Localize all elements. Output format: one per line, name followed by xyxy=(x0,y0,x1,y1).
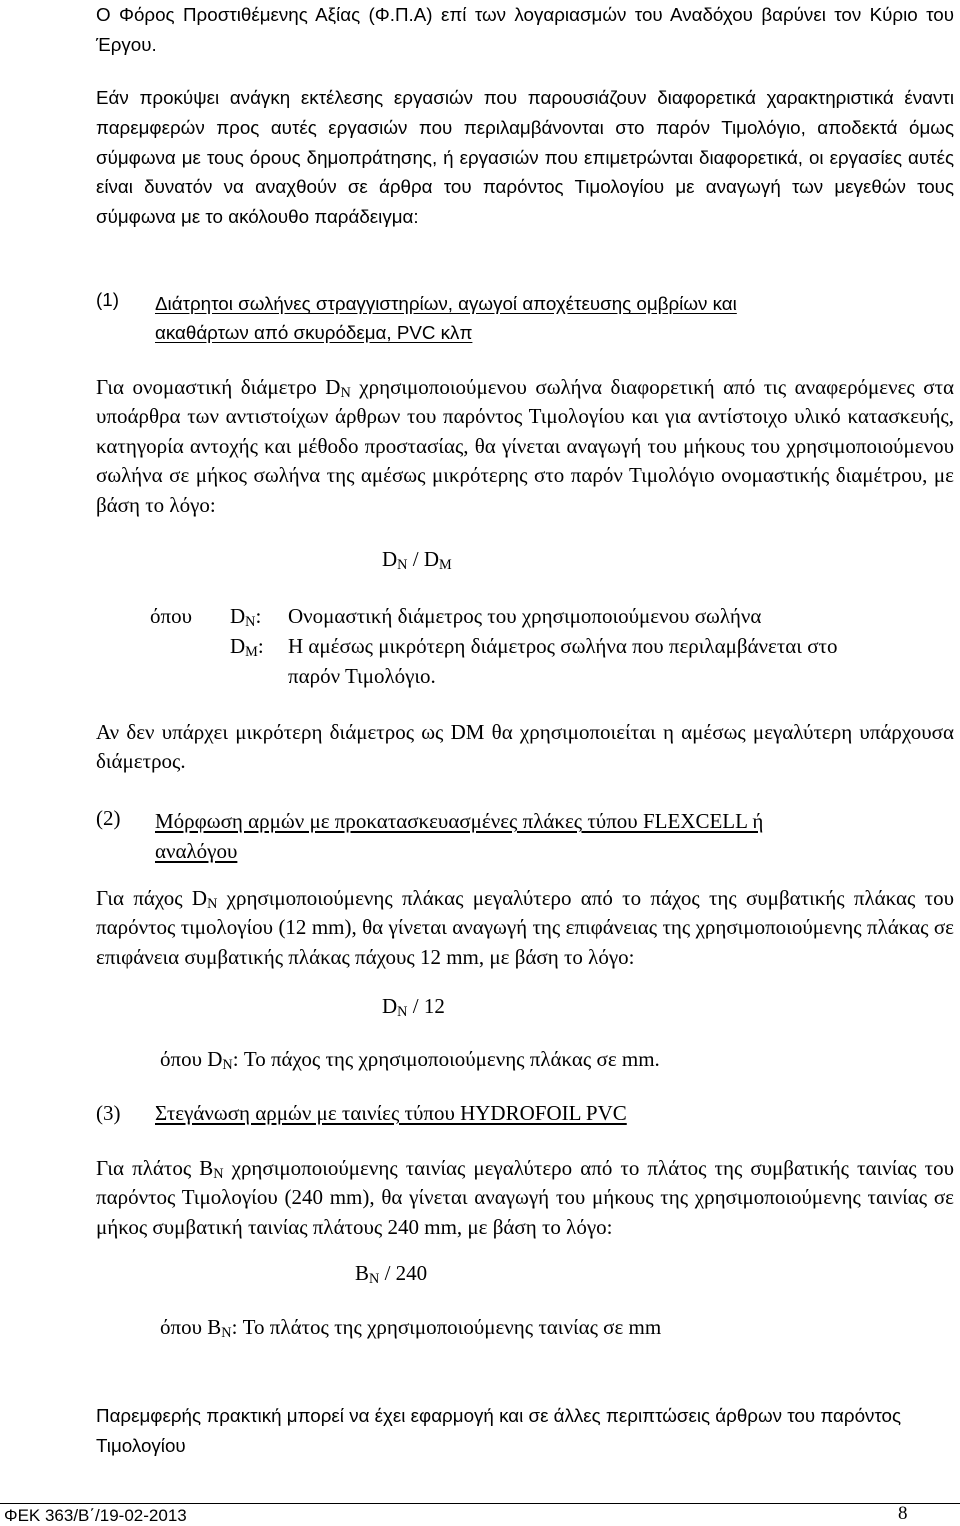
section2-paragraph-start: Για πάχος D xyxy=(96,886,208,910)
section3-where xyxy=(160,1315,661,1340)
section3-formula-sym: B xyxy=(355,1261,370,1285)
section1-title-line2: ακαθάρτων από σκυρόδεμα, PVC κλπ xyxy=(155,322,473,343)
section3-formula-sub: N xyxy=(369,1271,380,1288)
section2-number: (2) xyxy=(96,806,121,830)
def1-sym: D xyxy=(230,604,246,628)
section1-number: (1) xyxy=(96,289,119,310)
section1-paragraph xyxy=(96,373,954,520)
section2-title-line1: Μόρφωση αρμών με προκατασκευασμένες πλάκες τύπου FLEXCELL ή xyxy=(155,809,764,833)
section3-title: Στεγάνωση αρμών με ταινίες τύπου HYDROFOIL PVC xyxy=(155,1101,627,1125)
section2-formula xyxy=(382,994,445,1019)
section2-where-sub: N xyxy=(222,1057,233,1074)
section2-title-line2: αναλόγου xyxy=(155,839,238,863)
footer-gazette-ref: ΦΕΚ 363/Β΄/19-02-2013 xyxy=(4,1506,187,1525)
section1-def2-text: Η αμέσως μικρότερη διάμετρος σωλήνα που περιλαμβάνεται στο xyxy=(288,634,838,658)
section3-paragraph-start: Για πλάτος B xyxy=(96,1156,214,1180)
footer-page-number: 8 xyxy=(898,1503,908,1524)
section3-formula xyxy=(355,1261,427,1286)
section1-paragraph-rest: χρησιμοποιούμενου σωλήνα διαφορετική από τις αναφερόμενες στα υποάρθρα των αντιστοίχων άρθρων του παρόντος Τιμολογίου και για αντίστοιχο υλικό κατασκευής, κατηγορία αντοχής και μέθοδο προστασίας, θα γίνεται αναγωγή του μήκους του χρησιμοποιούμενου σωλήνα σε μήκος σωλήνα της αμέσως μικρότερης στο παρόν Τιμολόγιο ονομαστικής διαμέτρου, με βάση το λόγο: xyxy=(96,375,955,517)
section1-note: Αν δεν υπάρχει μικρότερη διάμετρος ως DM θα χρησιμοποιείται η αμέσως μεγαλύτερη υπάρχουσα διάμετρος. xyxy=(96,720,954,774)
section1-title xyxy=(155,289,737,347)
section3-paragraph-sub: N xyxy=(213,1166,224,1183)
section2-formula-sym: D xyxy=(382,994,398,1018)
section3-where-sub: N xyxy=(221,1325,232,1342)
closing-paragraph: Παρεμφερής πρακτική μπορεί να έχει εφαρμογή και σε άλλες περιπτώσεις άρθρων του παρόντος Τιμολογίου xyxy=(96,1405,902,1456)
section2-paragraph-sub: N xyxy=(207,896,218,913)
section1-paragraph-sub: N xyxy=(340,385,351,402)
footer-divider xyxy=(0,1503,960,1504)
section1-paragraph-start: Για ονομαστική διάμετρο D xyxy=(96,375,341,399)
section2-where-start: όπου D xyxy=(160,1047,223,1071)
section2-where-rest: : Το πάχος της χρησιμοποιούμενης πλάκας σε mm. xyxy=(232,1047,660,1071)
section3-where-start: όπου B xyxy=(160,1315,222,1339)
section1-def1-symbol xyxy=(230,604,261,629)
section2-formula-rest: / 12 xyxy=(407,994,445,1018)
section2-where xyxy=(160,1047,660,1072)
section3-formula-rest: / 240 xyxy=(379,1261,428,1285)
section2-title xyxy=(155,806,763,866)
section1-title-line1: Διάτρητοι σωλήνες στραγγιστηρίων, αγωγοί αποχέτευσης ομβρίων και xyxy=(155,293,737,314)
def2-sub: M xyxy=(245,644,258,661)
formula-slash-dm: / D xyxy=(407,547,439,571)
formula-dn-sub: N xyxy=(397,557,408,574)
section2-formula-sub: N xyxy=(397,1004,408,1021)
section1-def2-text-cont: παρόν Τιμολόγιο. xyxy=(288,664,436,688)
section1-def1-text: Ονομαστική διάμετρος του χρησιμοποιούμενου σωλήνα xyxy=(288,604,762,628)
section3-number: (3) xyxy=(96,1101,121,1125)
def2-sym: D xyxy=(230,634,246,658)
section2-paragraph-rest: χρησιμοποιούμενης πλάκας μεγαλύτερο από το πάχος της συμβατικής πλάκας του παρόντος τιμολογίου (12 mm), θα γίνεται αναγωγή της επιφάνειας της χρησιμοποιούμενης πλάκας σε επιφάνεια συμβατικής πλάκας πάχους 12 mm, με βάση το λόγο: xyxy=(96,886,954,969)
section3-paragraph-rest: χρησιμοποιούμενης ταινίας μεγαλύτερο από το πλάτος της συμβατικής ταινίας του παρόντος Τιμολογίου (240 mm), θα γίνεται αναγωγή του μήκους της χρησιμοποιούμενης ταινίας σε μήκος συμβατική ταινίας πλάτους 240 mm, με βάση το λόγο: xyxy=(96,1156,954,1239)
section1-def2-symbol xyxy=(230,634,264,659)
def1-colon: : xyxy=(255,604,262,628)
section3-where-rest: : Το πλάτος της χρησιμοποιούμενης ταινίας σε mm xyxy=(231,1315,662,1339)
section1-where-label: όπου xyxy=(150,604,192,628)
formula-dm-sub: M xyxy=(438,557,452,574)
def1-sub: N xyxy=(245,614,256,631)
intro-paragraph-vat: Ο Φόρος Προστιθέμενης Αξίας (Φ.Π.Α) επί των λογαριασμών του Αναδόχου βαρύνει τον Κύριο του Έργου. xyxy=(96,4,954,55)
intro-paragraph-reduction: Εάν προκύψει ανάγκη εκτέλεσης εργασιών που παρουσιάζουν διαφορετικά χαρακτηριστικά έναντι παρεμφερών προς αυτές εργασιών που περιλαμβάνονται στο παρόν Τιμολόγιο, αποδεκτά όμως σύμφωνα με τους όρους δημοπράτησης, ή εργασιών που επιμετρώνται διαφορετικά, οι εργασίες αυτές είναι δυνατόν να αναχθούν σε άρθρα του παρόντος Τιμολογίου με αναγωγή των μεγεθών τους σύμφωνα με το ακόλουθο παράδειγμα: xyxy=(96,87,954,228)
section1-formula xyxy=(382,547,452,572)
section2-paragraph xyxy=(96,884,954,972)
formula-dn: D xyxy=(382,547,398,571)
def2-colon: : xyxy=(257,634,264,658)
section3-paragraph xyxy=(96,1154,954,1242)
